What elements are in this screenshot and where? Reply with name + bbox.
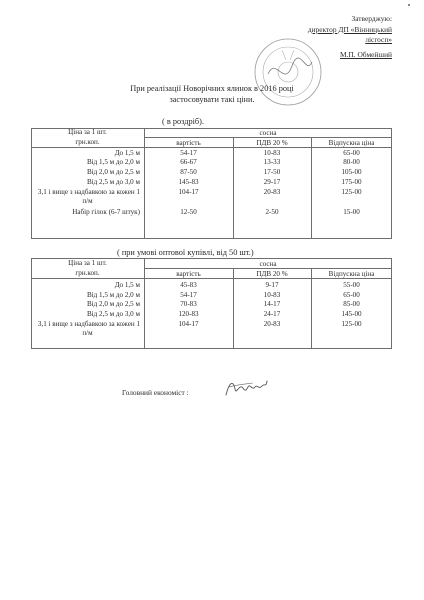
row-vat: 29-17	[263, 178, 281, 186]
col-header-release: Відпускна ціна	[328, 270, 375, 278]
header-divider	[144, 268, 392, 269]
scan-dot	[408, 4, 410, 6]
header-divider	[31, 147, 392, 148]
col-header-species: сосна	[259, 129, 277, 137]
row-release: 65-00	[343, 291, 360, 299]
heading-line-1: При реалізації Новорічних ялинок в 2016 році	[130, 84, 294, 93]
row-release: 125-00	[341, 320, 362, 328]
row-release: 85-00	[343, 300, 360, 308]
row-vat: 13-33	[263, 158, 281, 166]
col-header-release: Відпускна ціна	[328, 139, 375, 147]
row-release: 105-00	[341, 168, 362, 176]
row-vat: 20-83	[263, 188, 281, 196]
row-vat: 10-83	[263, 149, 281, 157]
row-vat: 17-50	[263, 168, 281, 176]
row-release: 55-00	[343, 281, 360, 289]
row-release: 65-00	[343, 149, 360, 157]
row-size: Від 2,5 м до 3,0 м	[86, 178, 140, 186]
col-header-price: Ціна за 1 шт.	[68, 259, 107, 267]
row-size: До 1,5 м	[114, 149, 140, 157]
row-cost: 104-17	[178, 188, 199, 196]
approval-title: Затверджую:	[351, 14, 392, 23]
row-size-unit: п/м	[82, 197, 93, 205]
row-cost: 12-50	[180, 208, 197, 216]
row-cost: 45-83	[180, 281, 197, 289]
col-header-cost: вартість	[176, 139, 201, 147]
approval-organization: лісгосп»	[365, 35, 392, 45]
row-size: 3,1 і вище з надбавкою за кожен 1	[37, 320, 140, 328]
row-vat: 20-83	[263, 320, 281, 328]
row-size: Від 1,5 м до 2,0 м	[86, 158, 140, 166]
row-cost: 145-83	[178, 178, 199, 186]
row-size: До 1,5 м	[114, 281, 140, 289]
header-divider	[31, 278, 392, 279]
row-vat: 10-83	[263, 291, 281, 299]
wholesale-price-table	[31, 258, 392, 349]
row-release: 175-00	[341, 178, 362, 186]
col-header-price: Ціна за 1 шт.	[68, 128, 107, 136]
row-size-unit: п/м	[82, 329, 93, 337]
col-header-species: сосна	[259, 260, 277, 268]
row-size: Від 1,5 м до 2,0 м	[86, 291, 140, 299]
row-vat: 2-50	[265, 208, 279, 216]
approval-signatory: М.П. Обмейший	[340, 49, 392, 59]
row-release: 125-00	[341, 188, 362, 196]
col-header-cost: вартість	[176, 270, 201, 278]
row-size: Набір гілок (6-7 штук)	[72, 208, 140, 216]
col-header-unit: грн.коп.	[75, 269, 100, 277]
col-header-unit: грн.коп.	[75, 138, 100, 146]
row-cost: 87-50	[180, 168, 197, 176]
col-header-vat: ПДВ 20 %	[256, 270, 288, 278]
row-release: 145-00	[341, 310, 362, 318]
chief-economist-label: Головний економіст :	[122, 388, 189, 397]
document-heading	[0, 84, 424, 105]
row-cost: 54-17	[180, 149, 197, 157]
header-divider	[144, 137, 392, 138]
row-vat: 14-17	[263, 300, 281, 308]
heading-line-2: застосовувати такі ціни.	[169, 94, 255, 104]
handwritten-signature	[223, 375, 269, 401]
row-size: Від 2,0 м до 2,5 м	[86, 300, 140, 308]
approval-position: директор ДП «Вінницький	[307, 24, 392, 34]
retail-price-table	[31, 128, 392, 239]
row-cost: 66-67	[180, 158, 197, 166]
row-cost: 54-17	[180, 291, 197, 299]
row-size: 3,1 і вище з надбавкою за кожен 1	[37, 188, 140, 196]
row-vat: 9-17	[265, 281, 279, 289]
row-size: Від 2,0 м до 2,5 м	[86, 168, 140, 176]
row-vat: 24-17	[263, 310, 281, 318]
row-cost: 104-17	[178, 320, 199, 328]
row-size: Від 2,5 м до 3,0 м	[86, 310, 140, 318]
retail-section-label: ( в роздріб).	[162, 117, 204, 126]
row-cost: 120-83	[178, 310, 199, 318]
row-cost: 70-83	[180, 300, 197, 308]
col-header-vat: ПДВ 20 %	[256, 139, 288, 147]
row-release: 15-00	[343, 208, 360, 216]
wholesale-section-label: ( при умові оптової купівлі, від 50 шт.)	[117, 248, 254, 257]
row-release: 80-00	[343, 158, 360, 166]
